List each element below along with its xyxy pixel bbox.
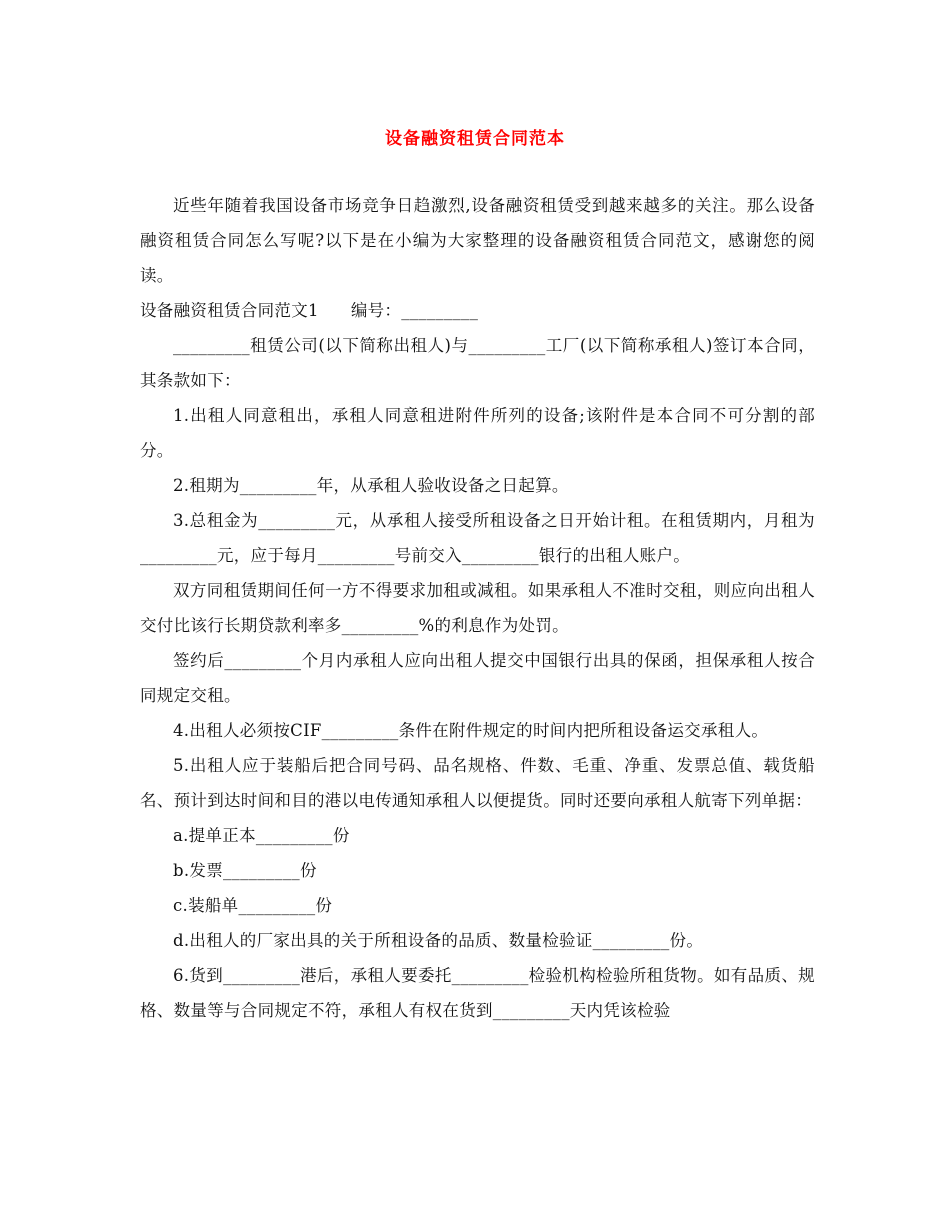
contract-paragraph: 双方同租赁期间任何一方不得要求加租或减租。如果承租人不准时交租，则应向出租人交付比该行长期贷款利率多_________%的利息作为处罚。 xyxy=(140,581,815,635)
contract-paragraph: _________租赁公司(以下简称出租人)与_________工厂(以下简称承租人)签订本合同，其条款如下： xyxy=(140,336,815,390)
contract-paragraph: 6.货到_________港后，承租人要委托_________检验机构检验所租货物。如有品质、规格、数量等与合同规定不符，承租人有权在货到_________天内凭该检验 xyxy=(140,966,815,1020)
contract-paragraph: 3.总租金为_________元，从承租人接受所租设备之日开始计租。在租赁期内，月租为_________元，应于每月_________号前交入_________银行的出租人账户。 xyxy=(140,511,815,565)
document-list-item: b.发票_________份 xyxy=(173,861,317,880)
document-list-item: c.装船单_________份 xyxy=(173,896,333,915)
contract-paragraph: 4.出租人必须按CIF_________条件在附件规定的时间内把所租设备运交承租人。 xyxy=(173,721,769,740)
contract-paragraph: 5.出租人应于装船后把合同号码、品名规格、件数、毛重、净重、发票总值、载货船名、预计到达时间和目的港以电传通知承租人以便提货。同时还要向承租人航寄下列单据： xyxy=(140,756,815,810)
intro-paragraph: 近些年随着我国设备市场竞争日趋激烈,设备融资租赁受到越来越多的关注。那么设备融资租赁合同怎么写呢?以下是在小编为大家整理的设备融资租赁合同范文，感谢您的阅读。 xyxy=(140,196,815,285)
sample-heading-line xyxy=(140,293,815,328)
document-body xyxy=(140,188,815,1028)
contract-number-label: 编号：_________ xyxy=(350,301,479,320)
contract-paragraph: 1.出租人同意租出，承租人同意租进附件所列的设备;该附件是本合同不可分割的部分。 xyxy=(140,406,815,460)
contract-paragraph: 2.租期为_________年，从承租人验收设备之日起算。 xyxy=(173,476,569,495)
document-list-item: a.提单正本_________份 xyxy=(173,826,350,845)
contract-paragraph: 签约后_________个月内承租人应向出租人提交中国银行出具的保函，担保承租人按合同规定交租。 xyxy=(140,651,815,705)
document-list-item: d.出租人的厂家出具的关于所租设备的品质、数量检验证_________份。 xyxy=(173,931,704,950)
sample-heading: 设备融资租赁合同范文1 xyxy=(140,301,319,320)
document-title: 设备融资租赁合同范本 xyxy=(385,129,565,149)
